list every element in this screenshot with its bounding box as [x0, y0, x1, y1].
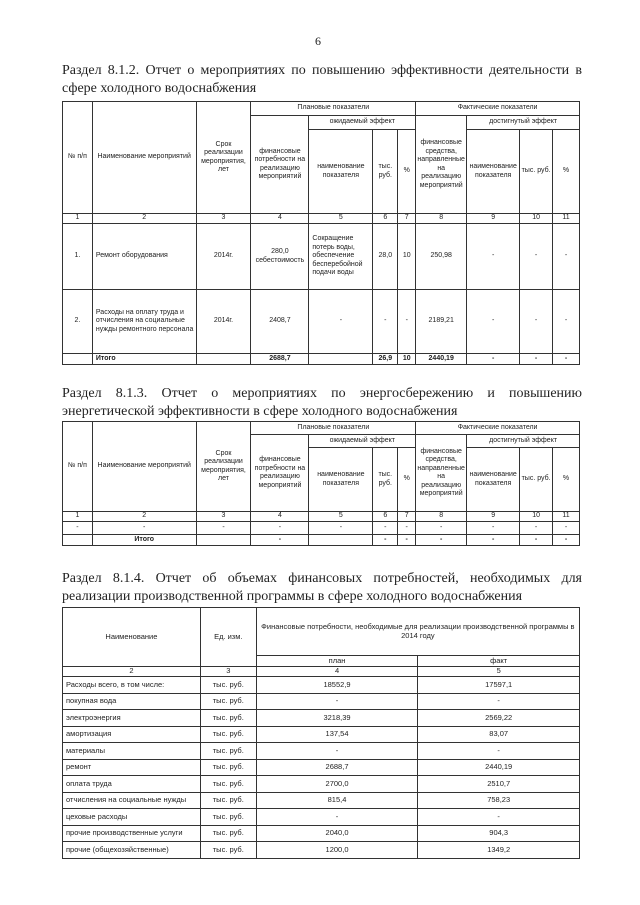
cell: 17597,1	[418, 677, 580, 694]
cell: -	[467, 290, 520, 354]
cell: -	[418, 809, 580, 826]
table-row	[63, 825, 580, 842]
colnum: 8	[416, 512, 467, 522]
table-row	[63, 809, 580, 826]
cell: -	[251, 535, 309, 546]
h-expected: ожидаемый эффект	[309, 435, 416, 448]
cell: -	[373, 522, 398, 535]
cell: -	[309, 290, 373, 354]
cell: тыс. руб.	[200, 792, 256, 809]
colnum-row	[63, 214, 580, 224]
table-row	[63, 290, 580, 354]
cell: -	[416, 522, 467, 535]
cell: -	[416, 535, 467, 546]
h-pct2: %	[553, 448, 580, 512]
cell: покупная вода	[63, 693, 201, 710]
h-term: Срок реализации мероприятия, лет	[196, 102, 251, 214]
h-term: Срок реализации мероприятия, лет	[196, 422, 251, 512]
cell	[196, 354, 251, 365]
table-row	[63, 842, 580, 859]
cell: -	[520, 224, 553, 290]
cell: -	[196, 522, 251, 535]
cell: электроэнергия	[63, 710, 201, 727]
h-fin-plan: финансовые потребности на реализацию мероприятий	[251, 435, 309, 512]
colnum: 9	[467, 512, 520, 522]
cell	[309, 354, 373, 365]
table-row	[63, 522, 580, 535]
cell: тыс. руб.	[200, 726, 256, 743]
table-813	[62, 421, 580, 546]
cell: -	[467, 522, 520, 535]
section-813-heading: Раздел 8.1.3. Отчет о мероприятиях по энергосбережению и повышению энергетической эффективности в сфере холодного водоснабжения	[62, 386, 582, 419]
cell: ремонт	[63, 759, 201, 776]
cell: -	[467, 535, 520, 546]
h-tys2: тыс. руб.	[520, 130, 553, 214]
cell: 2.	[63, 290, 93, 354]
h-pct: %	[398, 130, 416, 214]
cell: 2014г.	[196, 224, 251, 290]
cell: тыс. руб.	[200, 693, 256, 710]
cell: 2688,7	[251, 354, 309, 365]
h-num: № п/п	[63, 102, 93, 214]
h-ind-name: наименование показателя	[309, 130, 373, 214]
cell: 10	[398, 224, 416, 290]
cell: 2014г.	[196, 290, 251, 354]
cell: Расходы всего, в том числе:	[63, 677, 201, 694]
table-row	[63, 726, 580, 743]
h-ind-name2: наименование показателя	[467, 130, 520, 214]
cell: 137,54	[256, 726, 418, 743]
colnum: 10	[520, 512, 553, 522]
colnum: 7	[398, 214, 416, 224]
colnum-row	[63, 667, 580, 677]
h-expected: ожидаемый эффект	[309, 116, 416, 130]
cell: тыс. руб.	[200, 809, 256, 826]
cell: оплата труда	[63, 776, 201, 793]
colnum: 4	[251, 214, 309, 224]
table-row	[63, 792, 580, 809]
table-812	[62, 101, 580, 365]
table-row	[63, 710, 580, 727]
colnum: 10	[520, 214, 553, 224]
cell: отчисления на социальные нужды	[63, 792, 201, 809]
cell: 2408,7	[251, 290, 309, 354]
h-fin: Финансовые потребности, необходимые для реализации производственной программы в 2014 году	[256, 608, 579, 656]
h-fact: Фактические показатели	[416, 102, 580, 116]
table-row	[63, 224, 580, 290]
colnum: 3	[196, 214, 251, 224]
h-achieved: достигнутый эффект	[467, 435, 580, 448]
cell: Сокращение потерь воды, обеспечение бесперебойной подачи воды	[309, 224, 373, 290]
cell: 2040,0	[256, 825, 418, 842]
h-unit: Ед. изм.	[200, 608, 256, 667]
cell	[63, 535, 93, 546]
cell: -	[398, 290, 416, 354]
cell: тыс. руб.	[200, 825, 256, 842]
cell: 904,3	[418, 825, 580, 842]
h-fin-fact: финансовые средства, направленные на реализацию мероприятий	[416, 116, 467, 214]
cell: Расходы на оплату труда и отчисления на социальные нужды ремонтного персонала	[92, 290, 196, 354]
cell	[63, 354, 93, 365]
h-name: Наименование	[63, 608, 201, 667]
h-plan: план	[256, 656, 418, 667]
cell: -	[256, 809, 418, 826]
cell: -	[553, 354, 580, 365]
cell: -	[398, 535, 416, 546]
cell: 2440,19	[418, 759, 580, 776]
cell: -	[256, 693, 418, 710]
cell: Ремонт оборудования	[92, 224, 196, 290]
h-plan: Плановые показатели	[251, 422, 416, 435]
h-pct2: %	[553, 130, 580, 214]
colnum: 2	[92, 214, 196, 224]
colnum: 5	[309, 214, 373, 224]
cell: прочие (общехозяйственные)	[63, 842, 201, 859]
cell: -	[92, 522, 196, 535]
h-tys2: тыс. руб.	[520, 448, 553, 512]
h-name: Наименование мероприятий	[92, 102, 196, 214]
h-pct: %	[398, 448, 416, 512]
cell: -	[418, 743, 580, 760]
cell: тыс. руб.	[200, 710, 256, 727]
section-814-heading: Раздел 8.1.4. Отчет об объемах финансовых потребностей, необходимых для реализации производственной программы в сфере холодного водоснабжения	[62, 571, 582, 604]
colnum: 2	[63, 667, 201, 677]
table-row	[63, 677, 580, 694]
colnum: 4	[256, 667, 418, 677]
cell: 280,0 себестоимость	[251, 224, 309, 290]
cell: 250,98	[416, 224, 467, 290]
cell: -	[256, 743, 418, 760]
cell	[196, 535, 251, 546]
section-812-heading: Раздел 8.1.2. Отчет о мероприятиях по повышению эффективности деятельности в сфере холодного водоснабжения	[62, 63, 582, 96]
total-row	[63, 354, 580, 365]
colnum: 5	[418, 667, 580, 677]
colnum: 6	[373, 512, 398, 522]
cell: материалы	[63, 743, 201, 760]
cell: -	[553, 290, 580, 354]
cell: -	[418, 693, 580, 710]
colnum: 9	[467, 214, 520, 224]
cell: тыс. руб.	[200, 776, 256, 793]
cell: -	[373, 290, 398, 354]
cell: 758,23	[418, 792, 580, 809]
cell: 2569,22	[418, 710, 580, 727]
cell: -	[520, 290, 553, 354]
cell: 3218,39	[256, 710, 418, 727]
cell: -	[373, 535, 398, 546]
cell: -	[398, 522, 416, 535]
colnum: 3	[200, 667, 256, 677]
colnum: 11	[553, 512, 580, 522]
cell: 815,4	[256, 792, 418, 809]
table-row	[63, 693, 580, 710]
cell: 2700,0	[256, 776, 418, 793]
table-814	[62, 607, 580, 859]
h-ind-name2: наименование показателя	[467, 448, 520, 512]
h-ind-name: наименование показателя	[309, 448, 373, 512]
cell: 28,0	[373, 224, 398, 290]
cell: Итого	[92, 354, 196, 365]
h-fin-fact: финансовые средства, направленные на реализацию мероприятий	[416, 435, 467, 512]
cell	[309, 535, 373, 546]
colnum: 1	[63, 512, 93, 522]
cell: 2510,7	[418, 776, 580, 793]
colnum: 11	[553, 214, 580, 224]
table-row	[63, 759, 580, 776]
cell: 2189,21	[416, 290, 467, 354]
h-name: Наименование мероприятий	[92, 422, 196, 512]
colnum: 8	[416, 214, 467, 224]
cell: -	[251, 522, 309, 535]
cell: 2440,19	[416, 354, 467, 365]
h-fact: факт	[418, 656, 580, 667]
colnum-row	[63, 512, 580, 522]
table-row	[63, 743, 580, 760]
cell: -	[520, 354, 553, 365]
cell: 18552,9	[256, 677, 418, 694]
cell: Итого	[92, 535, 196, 546]
cell: -	[63, 522, 93, 535]
cell: 83,07	[418, 726, 580, 743]
cell: тыс. руб.	[200, 842, 256, 859]
cell: 1.	[63, 224, 93, 290]
colnum: 4	[251, 512, 309, 522]
cell: цеховые расходы	[63, 809, 201, 826]
total-row	[63, 535, 580, 546]
page-number: 6	[315, 34, 321, 48]
h-tys: тыс. руб.	[373, 448, 398, 512]
colnum: 3	[196, 512, 251, 522]
cell: 26,9	[373, 354, 398, 365]
h-fact: Фактические показатели	[416, 422, 580, 435]
cell: 1349,2	[418, 842, 580, 859]
colnum: 6	[373, 214, 398, 224]
h-plan: Плановые показатели	[251, 102, 416, 116]
cell: тыс. руб.	[200, 677, 256, 694]
h-fin-plan: финансовые потребности на реализацию мероприятий	[251, 116, 309, 214]
h-achieved: достигнутый эффект	[467, 116, 580, 130]
cell: амортизация	[63, 726, 201, 743]
cell: 10	[398, 354, 416, 365]
h-num: № п/п	[63, 422, 93, 512]
cell: прочие производственные услуги	[63, 825, 201, 842]
cell: -	[309, 522, 373, 535]
cell: -	[520, 535, 553, 546]
cell: тыс. руб.	[200, 759, 256, 776]
h-tys: тыс. руб.	[373, 130, 398, 214]
cell: тыс. руб.	[200, 743, 256, 760]
cell: -	[553, 535, 580, 546]
cell: 2688,7	[256, 759, 418, 776]
cell: -	[467, 224, 520, 290]
cell: 1200,0	[256, 842, 418, 859]
colnum: 5	[309, 512, 373, 522]
colnum: 1	[63, 214, 93, 224]
cell: -	[520, 522, 553, 535]
cell: -	[553, 522, 580, 535]
colnum: 7	[398, 512, 416, 522]
colnum: 2	[92, 512, 196, 522]
cell: -	[553, 224, 580, 290]
table-row	[63, 776, 580, 793]
cell: -	[467, 354, 520, 365]
